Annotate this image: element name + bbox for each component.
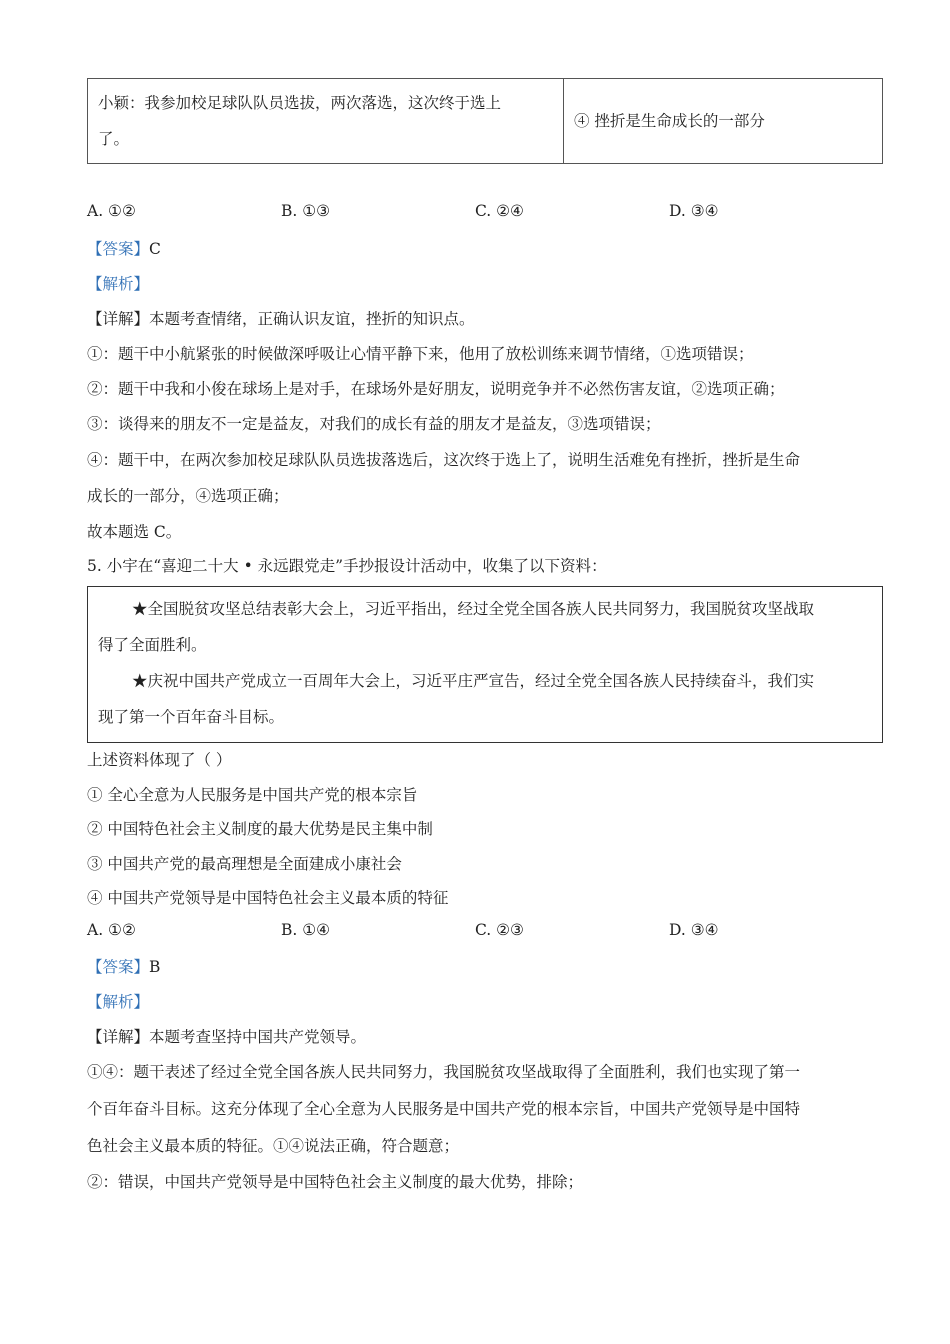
table-row xyxy=(88,79,883,164)
table-cell-right: ④ 挫折是生命成长的一部分 xyxy=(564,79,883,164)
material-line: ★庆祝中国共产党成立一百周年大会上，习近平庄严宣告，经过全党全国各族人民持续奋斗，我们实 xyxy=(132,672,815,690)
material-line: 得了全面胜利。 xyxy=(98,636,207,654)
q4-analysis-line: ①：题干中小航紧张的时候做深呼吸让心情平静下来，他用了放松训练来调节情绪，①选项错误； xyxy=(87,345,754,363)
answer-value: C xyxy=(149,240,161,258)
q4-analysis-line: 成长的一部分，④选项正确； xyxy=(87,487,289,505)
q4-answer xyxy=(87,237,161,259)
q5-stem: 5. 小宇在“喜迎二十大 • 永远跟党走”手抄报设计活动中，收集了以下资料： xyxy=(87,557,607,575)
table-cell-left-line-2: 了。 xyxy=(98,130,130,148)
q5-statement: ① 全心全意为人民服务是中国共产党的根本宗旨 xyxy=(87,786,418,804)
answer-tag: 【答案】 xyxy=(87,958,150,976)
q5-answer xyxy=(87,955,160,977)
q5-statement: ② 中国特色社会主义制度的最大优势是民主集中制 xyxy=(87,820,433,838)
q5-analysis-line: ②：错误，中国共产党领导是中国特色社会主义制度的最大优势，排除； xyxy=(87,1173,584,1191)
q5-analysis-line: ①④：题干表述了经过全党全国各族人民共同努力，我国脱贫攻坚战取得了全面胜利，我们也实现了第一 xyxy=(87,1063,801,1081)
q4-analysis-line: ②：题干中我和小俊在球场上是对手，在球场外是好朋友，说明竞争并不必然伤害友谊，②选项正确； xyxy=(87,380,785,398)
q5-statement: ④ 中国共产党领导是中国特色社会主义最本质的特征 xyxy=(87,889,449,907)
q4-analysis-line: ④：题干中，在两次参加校足球队队员选拔落选后，这次终于选上了，说明生活难免有挫折，挫折是生命 xyxy=(87,451,801,469)
q4-conclusion: 故本题选 C。 xyxy=(87,523,182,541)
q4-analysis-tag: 【解析】 xyxy=(87,275,150,293)
q5-option-b: B. ①④ xyxy=(281,921,331,939)
q5-option-a: A. ①② xyxy=(87,921,136,939)
q5-option-d: D. ③④ xyxy=(669,921,719,939)
q5-detail: 【详解】本题考查坚持中国共产党领导。 xyxy=(87,1028,367,1046)
answer-value: B xyxy=(149,958,161,976)
q4-option-b: B. ①③ xyxy=(281,202,331,220)
q5-question: 上述资料体现了（ ） xyxy=(87,751,232,769)
material-line: ★全国脱贫攻坚总结表彰大会上，习近平指出，经过全党全国各族人民共同努力，我国脱贫攻坚战取 xyxy=(132,600,815,618)
q5-option-c: C. ②③ xyxy=(475,921,524,939)
q5-analysis-tag: 【解析】 xyxy=(87,993,150,1011)
table-cell-left xyxy=(88,79,564,164)
option-table xyxy=(87,78,883,164)
material-line: 现了第一个百年奋斗目标。 xyxy=(98,708,285,726)
q4-detail: 【详解】本题考查情绪，正确认识友谊，挫折的知识点。 xyxy=(87,310,475,328)
q4-option-a: A. ①② xyxy=(87,202,136,220)
answer-tag: 【答案】 xyxy=(87,240,150,258)
q4-option-c: C. ②④ xyxy=(475,202,524,220)
q5-analysis-line: 色社会主义最本质的特征。①④说法正确，符合题意； xyxy=(87,1137,460,1155)
table-cell-left-line-1: 小颖：我参加校足球队队员选拔，两次落选，这次终于选上 xyxy=(98,94,502,112)
q5-analysis-line: 个百年奋斗目标。这充分体现了全心全意为人民服务是中国共产党的根本宗旨，中国共产党领导是中国特 xyxy=(87,1100,801,1118)
q5-statement: ③ 中国共产党的最高理想是全面建成小康社会 xyxy=(87,855,402,873)
q4-analysis-line: ③：谈得来的朋友不一定是益友，对我们的成长有益的朋友才是益友，③选项错误； xyxy=(87,415,661,433)
q4-option-d: D. ③④ xyxy=(669,202,719,220)
q5-material-box xyxy=(87,586,883,743)
